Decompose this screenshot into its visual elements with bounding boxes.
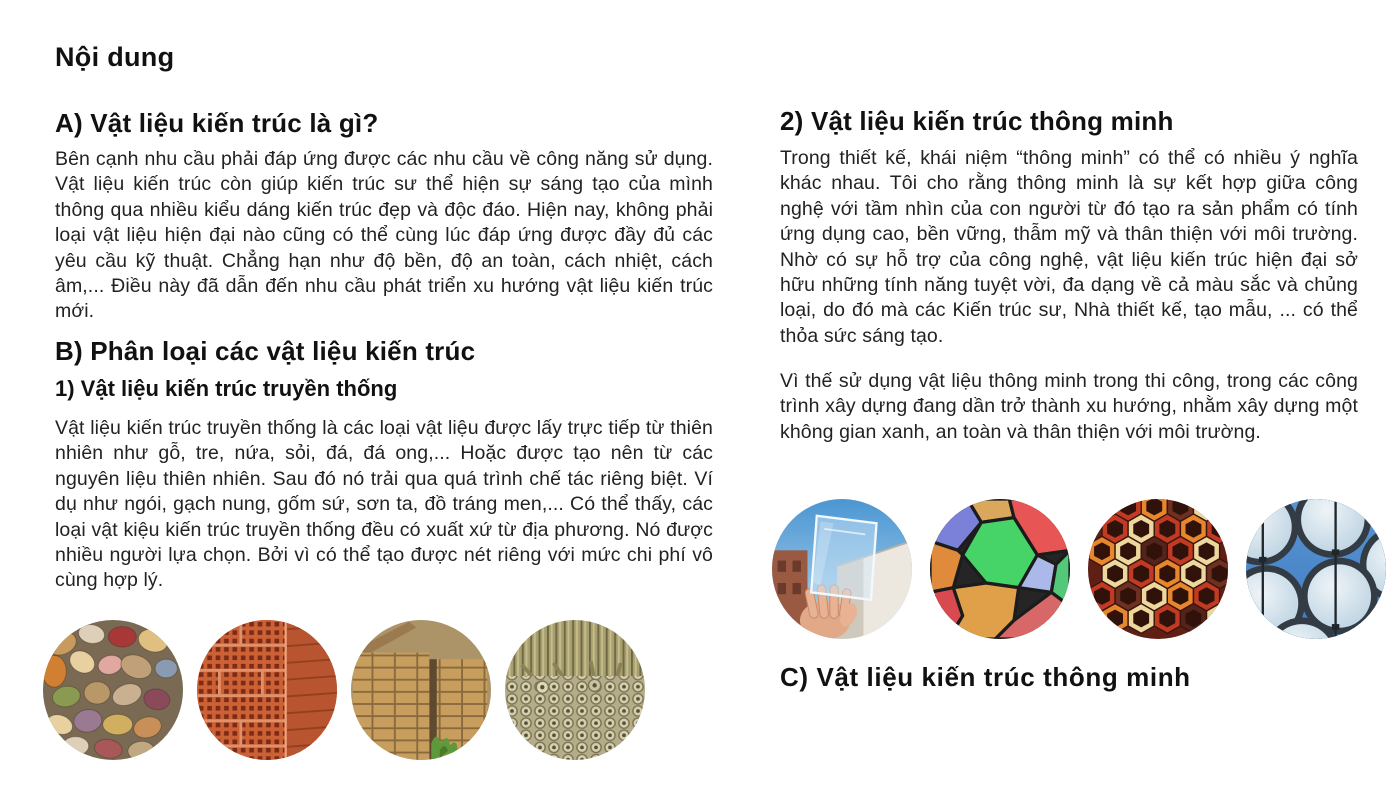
- glass-panel-image: [772, 499, 912, 639]
- section-2-heading: 2) Vật liệu kiến trúc thông minh: [780, 106, 1174, 136]
- section-b1-body: Vật liệu kiến trúc truyền thống là các loại vật liệu được lấy trực tiếp từ thiên nhiên như gỗ, tre, nứa, sỏi, đá, đá ong,... Hoặc được tạo nên từ các nguyên liệu thiên nhiên. Sau đó nó trải qua quá trình chế tác riêng biệt. Ví dụ như ngói, gạch nung, gốm sứ, sơn ta, đồ tráng men,... Có thể thấy, các loại vật kiệu kiến trúc truyền thống đều có xuất xứ từ địa phương. Nó được nhiều người lựa chọn. Bởi vì có thể tạo được nét riêng với mức chi phí vô cùng hợp lý.: [55, 417, 713, 592]
- pebbles-graphic: [43, 620, 183, 760]
- section-2-body-1: Trong thiết kế, khái niệm “thông minh” có thể có nhiều ý nghĩa khác nhau. Tôi cho rằng thông minh là sự kết hợp giữa công nghệ với tầm nhìn của con người từ đó tạo ra sản phẩm có tính ứng dụng cao, bền vững, thẫm mỹ và thân thiện với môi trường. Nhờ có sự hỗ trợ của công nghệ, vật liệu kiến trúc hiện đại sở hữu những tính năng tuyệt vời, đa dạng về cả màu sắc và chủng loại, do đó mà các Kiến trúc sư, Nhà thiết kế, tạo mẫu, ... có thể thỏa sức sáng tạo.: [780, 147, 1358, 347]
- laterite-bricks-graphic: [351, 620, 491, 760]
- page-title: Nội dung: [55, 42, 175, 72]
- red-bricks-graphic: [197, 620, 337, 760]
- circular-facade-graphic: [1246, 499, 1386, 639]
- section-a-body: Bên cạnh nhu cầu phải đáp ứng được các nhu cầu về công năng sử dụng. Vật liệu kiến trúc còn giúp kiến trúc sư thể hiện sự sáng tạo của mình thông qua nhiều kiểu dáng kiến trúc đẹp và độc đáo. Hiện nay, không phải loại vật liệu hiện đại nào cũng có thể cùng lúc đáp ứng được đầy đủ các yêu cầu kỹ thuật. Chẳng hạn như độ bền, độ an toàn, cách nhiệt, cách âm,... Điều này đã dẫn đến nhu cầu phát triển xu hướng vật liệu kiến trúc mới.: [55, 148, 713, 323]
- bamboo-graphic: [505, 620, 645, 760]
- section-a-heading: A) Vật liệu kiến trúc là gì?: [55, 108, 379, 138]
- hexagon-panels-image: [1088, 499, 1228, 639]
- glass-panel-graphic: [772, 499, 912, 639]
- stained-glass-graphic: [930, 499, 1070, 639]
- section-b-heading: B) Phân loại các vật liệu kiến trúc: [55, 336, 476, 366]
- circular-facade-image: [1246, 499, 1386, 639]
- laterite-bricks-image: [351, 620, 491, 760]
- bamboo-image: [505, 620, 645, 760]
- stained-glass-image: [930, 499, 1070, 639]
- section-b1-heading: 1) Vật liệu kiến trúc truyền thống: [55, 376, 398, 401]
- section-2-body-2: Vì thế sử dụng vật liệu thông minh trong thi công, trong các công trình xây dựng đang dần trở thành xu hướng, nhằm xây dựng một không gian xanh, an toàn và thân thiện với môi trường.: [780, 370, 1358, 443]
- section-c-heading: C) Vật liệu kiến trúc thông minh: [780, 662, 1191, 692]
- pebbles-image: [43, 620, 183, 760]
- hexagon-panels-graphic: [1088, 499, 1228, 639]
- red-bricks-image: [197, 620, 337, 760]
